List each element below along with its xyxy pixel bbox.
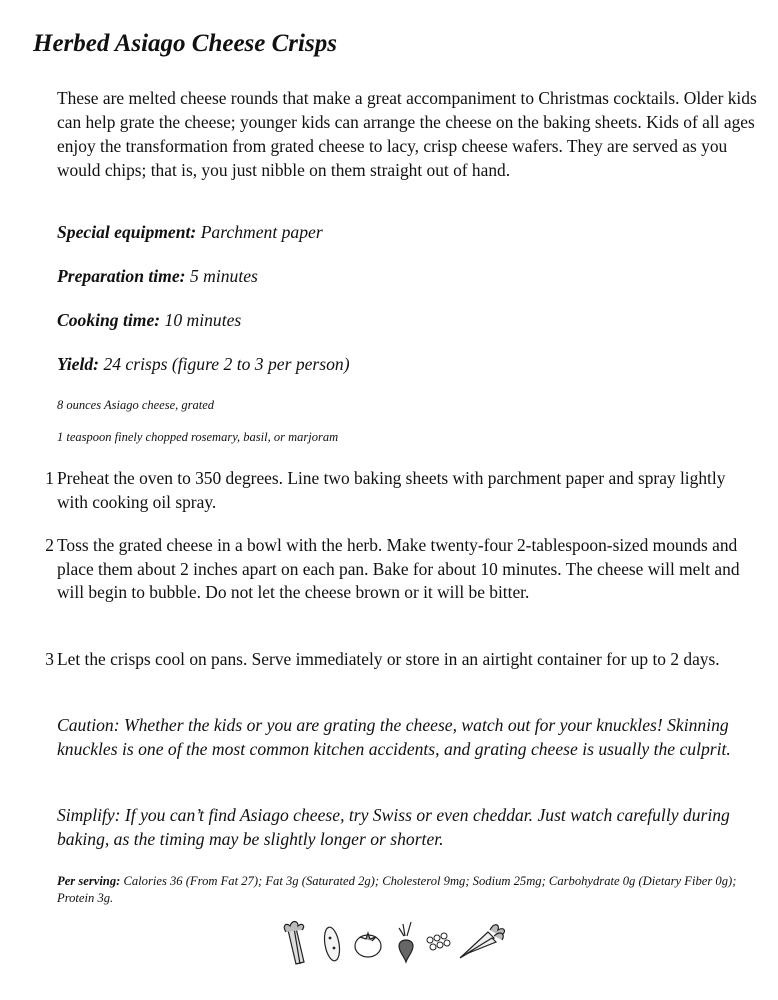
per-serving <box>57 873 747 907</box>
per-serving-value: Calories 36 (From Fat 27); Fat 3g (Saturated 2g); Cholesterol 9mg; Sodium 25mg; Carbohydrate 0g (Dietary Fiber 0g); Protein 3g. <box>57 874 737 905</box>
celery-icon <box>284 922 304 965</box>
special-equipment-value: Parchment paper <box>200 222 323 242</box>
step-number: 3 <box>45 649 54 669</box>
step-text: Preheat the oven to 350 degrees. Line two baking sheets with parchment paper and spray lightly with cooking oil spray. <box>57 468 726 512</box>
step-item <box>40 648 755 672</box>
simplify-note: Simplify: If you can’t find Asiago cheese, try Swiss or even cheddar. Just watch carefully during baking, as the timing may be slightly longer or shorter. <box>57 805 730 849</box>
cook-time-value: 10 minutes <box>164 310 242 330</box>
step-text: Toss the grated cheese in a bowl with the herb. Make twenty-four 2-tablespoon-sized mounds and place them about 2 inches apart on each pan. Bake for about 10 minutes. The cheese will melt and will begin to bubble. Do not let the cheese brown or it will be bitter. <box>57 535 740 602</box>
ingredient-item: 1 teaspoon finely chopped rosemary, basil, or marjoram <box>57 430 339 444</box>
recipe-title: Herbed Asiago Cheese Crisps <box>33 30 337 57</box>
step-item <box>40 467 755 514</box>
potato-icon <box>322 926 342 962</box>
step-item <box>40 534 755 605</box>
yield-value: 24 crisps (figure 2 to 3 per person) <box>103 354 350 374</box>
prep-time-label: Preparation time: <box>57 266 186 286</box>
special-equipment-label: Special equipment: <box>57 222 197 242</box>
yield-label: Yield: <box>57 354 100 374</box>
special-equipment <box>57 222 323 243</box>
tomato-icon <box>355 933 381 957</box>
recipe-intro: These are melted cheese rounds that make a great accompaniment to Christmas cocktails. Older kids can help grate the cheese; younger kids can arrange the cheese on the baking sheets. Kids of all ages enjoy the transformation from grated cheese to lacy, crisp cheese wafers. They are served as you would chips; that is, you just nibble on them straight out of hand. <box>57 88 757 180</box>
per-serving-label: Per serving: <box>57 874 121 888</box>
ingredient-item: 8 ounces Asiago cheese, grated <box>57 398 215 412</box>
caution-note: Caution: Whether the kids or you are grating the cheese, watch out for your knuckles! Skinning knuckles is one of the most common kitchen accidents, and grating cheese is usually the culprit. <box>57 715 731 759</box>
beet-icon <box>399 922 413 962</box>
step-number: 1 <box>45 468 54 488</box>
cook-time <box>57 310 241 331</box>
cook-time-label: Cooking time: <box>57 310 161 330</box>
yield <box>57 354 350 375</box>
step-number: 2 <box>45 535 54 555</box>
carrot-icon <box>460 925 504 958</box>
vegetable-decoration <box>280 918 510 968</box>
prep-time <box>57 266 258 287</box>
peas-icon <box>427 933 450 950</box>
step-text: Let the crisps cool on pans. Serve immediately or store in an airtight container for up to 2 days. <box>57 649 720 669</box>
prep-time-value: 5 minutes <box>189 266 258 286</box>
